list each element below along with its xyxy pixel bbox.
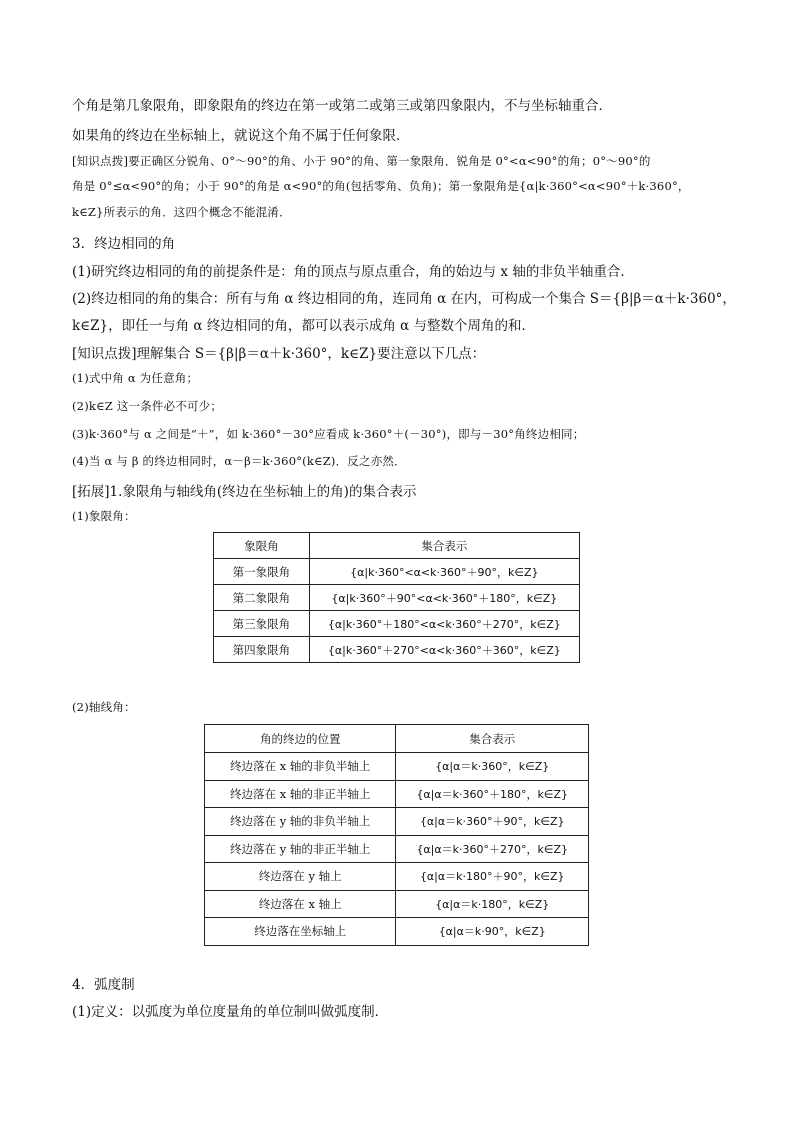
table-row: [205, 863, 589, 891]
paragraph-premise: (1)研究终边相同的角的前提条件是：角的顶点与原点重合，角的始边与 x 轴的非负半轴重合．: [72, 264, 634, 280]
table-cell: 第一象限角: [214, 559, 310, 585]
table-row: [214, 637, 580, 663]
table-cell: 第三象限角: [214, 611, 310, 637]
table-cell: {α|k·360°<α<k·360°＋90°，k∈Z}: [309, 559, 579, 585]
quadrant-table-label: (1)象限角：: [72, 509, 136, 523]
table-cell: 终边落在 y 轴的非负半轴上: [205, 808, 396, 836]
table-cell: {α|α＝k·360°＋180°，k∈Z}: [396, 780, 589, 808]
table-cell: {α|k·360°＋90°<α<k·360°＋180°，k∈Z}: [309, 585, 579, 611]
table-cell: {α|α＝k·360°，k∈Z}: [396, 753, 589, 781]
axis-table-label: (2)轴线角：: [72, 700, 136, 714]
table-row: [205, 753, 589, 781]
table-cell: 终边落在 y 轴的非正半轴上: [205, 835, 396, 863]
note-line-1: [知识点拨]要正确区分锐角、0°～90°的角、小于 90°的角、第一象限角．锐角是 0°<α<90°的角；0°～90°的: [72, 154, 651, 168]
table-header: 集合表示: [309, 533, 579, 559]
table-row: [205, 808, 589, 836]
table-row: [214, 611, 580, 637]
table-row: [214, 559, 580, 585]
table-header: 角的终边的位置: [205, 725, 396, 753]
note-item-3: (3)k·360°与 α 之间是“＋”，如 k·360°－30°应看成 k·360°＋(－30°)，即与－30°角终边相同；: [72, 427, 585, 441]
extension-heading: [拓展]1.象限角与轴线角(终边在坐标轴上的角)的集合表示: [72, 484, 417, 500]
table-header: 象限角: [214, 533, 310, 559]
table-cell: {α|k·360°＋270°<α<k·360°＋360°，k∈Z}: [309, 637, 579, 663]
note-line-3: k∈Z}所表示的角．这四个概念不能混淆．: [72, 205, 291, 219]
table-cell: 终边落在 x 轴的非负半轴上: [205, 753, 396, 781]
table-row: [205, 780, 589, 808]
table-cell: {α|α＝k·360°＋90°，k∈Z}: [396, 808, 589, 836]
note-understand-set: [知识点拨]理解集合 S＝{β|β＝α＋k·360°，k∈Z}要注意以下几点：: [72, 346, 486, 362]
table-cell: 终边落在坐标轴上: [205, 918, 396, 946]
table-cell: 终边落在 x 轴的非正半轴上: [205, 780, 396, 808]
table-header-row: [214, 533, 580, 559]
table-cell: 终边落在 y 轴上: [205, 863, 396, 891]
axis-angle-table: [204, 724, 589, 946]
note-line-2: 角是 0°≤α<90°的角；小于 90°的角是 α<90°的角(包括零角、负角)；第一象限角是{α|k·360°<α<90°＋k·360°，: [72, 179, 690, 193]
paragraph-axis-angle: 如果角的终边在坐标轴上，就说这个角不属于任何象限．: [72, 128, 410, 144]
note-item-2: (2)k∈Z 这一条件必不可少；: [72, 399, 223, 413]
table-cell: {α|α＝k·180°，k∈Z}: [396, 890, 589, 918]
table-cell: {α|α＝k·90°，k∈Z}: [396, 918, 589, 946]
note-item-4: (4)当 α 与 β 的终边相同时，α－β＝k·360°(k∈Z)．反之亦然．: [72, 454, 406, 468]
table-row: [205, 835, 589, 863]
table-cell: 第四象限角: [214, 637, 310, 663]
table-header-row: [205, 725, 589, 753]
quadrant-angle-table: [213, 532, 580, 663]
table-cell: {α|α＝k·180°＋90°，k∈Z}: [396, 863, 589, 891]
paragraph-quadrant-angle: 个角是第几象限角，即象限角的终边在第一或第二或第三或第四象限内，不与坐标轴重合．: [72, 98, 612, 114]
table-cell: 第二象限角: [214, 585, 310, 611]
table-header: 集合表示: [396, 725, 589, 753]
section-heading-3: 3．终边相同的角: [72, 236, 176, 252]
paragraph-radian-definition: (1)定义：以弧度为单位度量角的单位制叫做弧度制．: [72, 1004, 389, 1020]
note-item-1: (1)式中角 α 为任意角；: [72, 371, 199, 385]
table-cell: {α|α＝k·360°＋270°，k∈Z}: [396, 835, 589, 863]
section-heading-4: 4．弧度制: [72, 977, 135, 993]
table-row: [205, 890, 589, 918]
table-cell: 终边落在 x 轴上: [205, 890, 396, 918]
table-row: [205, 918, 589, 946]
paragraph-set-line-2: k∈Z}，即任一与角 α 终边相同的角，都可以表示成角 α 与整数个周角的和．: [72, 318, 536, 334]
table-cell: {α|k·360°＋180°<α<k·360°＋270°，k∈Z}: [309, 611, 579, 637]
paragraph-set-line-1: (2)终边相同的角的集合：所有与角 α 终边相同的角，连同角 α 在内，可构成一个集合 S＝{β|β＝α＋k·360°，: [72, 291, 736, 307]
table-row: [214, 585, 580, 611]
